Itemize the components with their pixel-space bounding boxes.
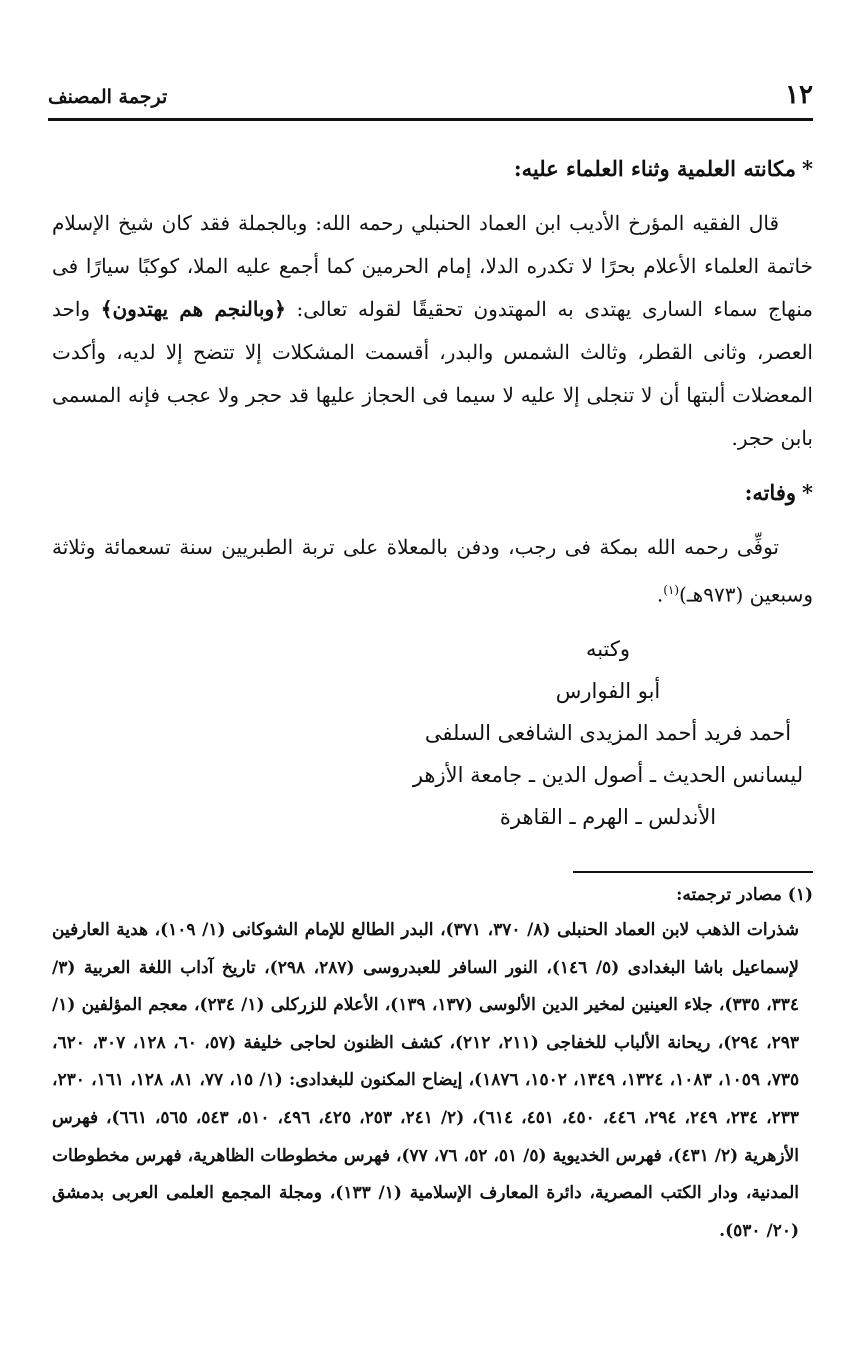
footnote-reference: (١): [663, 583, 680, 597]
section-heading-death: [52, 474, 813, 512]
paragraph-text: قال الفقيه المؤرخ الأديب ابن العماد الحنبلي رحمه الله: وبالجملة فقد كان شيخ الإسلام خاتمة العلماء الأعلام بحرًا لا تكدره الدلا، إمام الحرمين كما أجمع عليه الملا، كوكبًا سيارًا فى منهاج سماء السارى يهتدى به المهتدون تحقيقًا لقوله تعالى:: [52, 211, 813, 321]
signature-block: [348, 628, 868, 838]
paragraph-death: توفِّى رحمه الله بمكة فى رجب، ودفن بالمعلاة على تربة الطبريين سنة تسعمائة وثلاثة وسبعين (٩٧٣هـ)$^{(١)}$.: [52, 535, 813, 607]
page-number: ١٢: [785, 80, 813, 110]
heading-text: وفاته:: [744, 480, 797, 505]
running-title: ترجمة المصنف: [48, 86, 168, 108]
main-text: [52, 150, 813, 617]
page-header: [48, 78, 813, 121]
signature-line: أبو الفوارس: [555, 679, 661, 703]
heading-text: مكانته العلمية وثناء العلماء عليه:: [513, 156, 797, 181]
footnote-separator: [573, 871, 813, 873]
signature-line: أحمد فريد أحمد المزيدى الشافعى السلفى: [424, 721, 792, 745]
paragraph-text: واحد العصر، وثانى القطر، وثالث الشمس والبدر، أقسمت المشكلات إلا تتضح إلا لديه، وأكدت المعضلات ألبتها أن لا تنجلى إلا عليه لا سيما فى الحجاز عليها قد حجر ولا عجب فإنه المسمى بابن حجر.: [52, 297, 813, 450]
signature-line: وكتبه: [585, 637, 631, 661]
paragraph-text: توفِّى رحمه الله بمكة فى رجب، ودفن بالمعلاة على تربة الطبريين سنة تسعمائة وثلاثة وسبعين (٩٧٣هـ): [52, 535, 813, 607]
footnote-body: شذرات الذهب لابن العماد الحنبلى (٨/ ٣٧٠، ٣٧١)، البدر الطالع للإمام الشوكانى (١/ ١٠٩)، هدية العارفين لإسماعيل باشا البغدادى (٥/ ١٤٦)، النور السافر للعبدروسى (٢٨٧، ٢٩٨)، تاريخ آداب اللغة العربية (٣/ ٣٣٤، ٣٣٥)، جلاء العينين لمخير الدين الألوسى (١٣٧، ١٣٩)، الأعلام للزركلى (١/ ٢٣٤)، معجم المؤلفين (١/ ٢٩٣، ٢٩٤)، ريحانة الألباب للخفاجى (٢١١، ٢١٢)، كشف الظنون لحاجى خليفة (٥٧، ٦٠، ١٢٨، ٣٠٧، ٦٢٠، ٧٣٥، ١٠٥٩، ١٠٨٣، ١٣٢٤، ١٣٤٩، ١٥٠٢، ١٨٧٦)، إيضاح المكنون للبغدادى: (١/ ١٥، ٧٧، ٨١، ١٢٨، ١٦١، ٢٣٠، ٢٣٣، ٢٣٤، ٢٤٩، ٢٩٤، ٤٤٦، ٤٥٠، ٤٥١، ٦١٤)، (٢/ ٢٤١، ٢٥٣، ٤٢٥، ٤٩٦، ٥١٠، ٥٤٣، ٥٦٥، ٦٦١)، فهرس الأزهرية (٢/ ٤٣١)، فهرس الخديوية (٥/ ٥١، ٥٢، ٧٦، ٧٧)، فهرس مخطوطات الظاهرية، فهرس مخطوطات المدنية، ودار الكتب المصرية، دائرة المعارف الإسلامية (١/ ١٣٣)، ومجلة المجمع العلمى العربى بدمشق (٢٠/ ٥٣٠).: [52, 920, 800, 1241]
footnote-title: (١) مصادر ترجمته:: [676, 885, 813, 905]
signature-line: الأندلس ـ الهرم ـ القاهرة: [499, 805, 717, 829]
section-heading-standing: [52, 150, 813, 188]
star-marker: *: [802, 156, 813, 181]
signature-line: ليسانس الحديث ـ أصول الدين ـ جامعة الأزهر: [412, 763, 804, 787]
quran-verse: ﴿وبالنجم هم يهتدون﴾: [100, 297, 286, 321]
star-marker: *: [802, 480, 813, 505]
footnotes: [52, 880, 813, 1250]
paragraph-standing: [52, 202, 813, 460]
